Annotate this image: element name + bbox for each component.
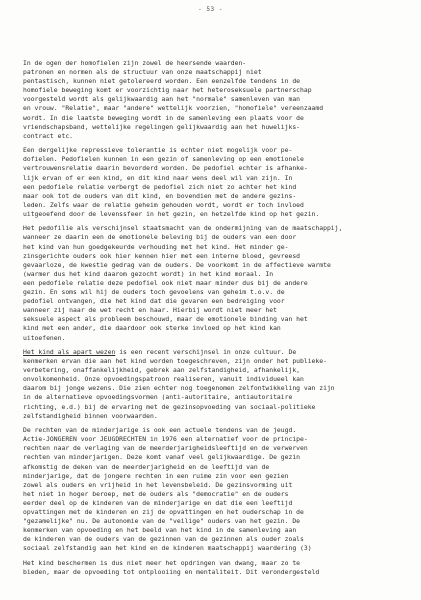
text-line-first <box>23 348 407 357</box>
text-line: pentastisch, kunnen niet getolereerd worden. Een eenzelfde tendens in de <box>23 77 301 86</box>
text-line: maar ook tot de ouders van dit kind, en bovendien met de andere gezins- <box>23 191 297 200</box>
text-line: sociaal zelfstandig aan het kind en de kinderen maatschappij waardering (3) <box>23 544 312 553</box>
text-line: "gezamelijke" nu. De autonomie van de "veilige" ouders van het gezin. De <box>23 517 301 526</box>
text-line: kind met een ander, die daardoor ook sterke invloed op het kind kan <box>23 324 281 333</box>
text-line: gevaarloze, de kwestie gedrag van de ouders. De voorkomt in de affectieve warmte <box>23 260 331 269</box>
text-line: rechten van minderjarigen. Deze komt vanaf veel gelijkwaardige. De gezin <box>23 453 301 462</box>
text-line: Actie-JONGEREN voor JEUGDRECHTEN in 1976 een alternatief voor de principe- <box>23 435 308 444</box>
text-line: (warmer dus het kind daarom gezocht wordt) in het kind moraal. In <box>23 269 274 278</box>
text-line: het niet in hoger beroep, met de ouders als "democratie" en de ouders <box>23 489 289 498</box>
text-line: in de alternatieve opvoedingsvormen (anti-autoritaire, antiautoritaire <box>23 393 293 402</box>
document-body <box>23 59 407 582</box>
line-continuation: is een recent verschijnsel in onze cultuur. De <box>115 347 297 356</box>
text-line: homofiele beweging komt er voorzichtig naar het heteroseksuele partnerschap <box>23 86 312 95</box>
text-line: rechten naar de verlaging van de meerderjarigheidsleeftijd en de verwerven <box>23 444 308 453</box>
paragraph-2 <box>23 146 407 219</box>
text-line: afkomstig de deken van de meerderjarigheid en de leeftijd van de <box>23 462 270 471</box>
text-line: daarom bij jonge wezens. Die zien echter nog toegenomen zelfontwikkeling van zijn <box>23 384 335 393</box>
text-line: vertrouwensrelatie daarin bevorderd worden. De pedofiel echter is afhanke- <box>23 164 308 173</box>
text-line: wanneer ze daarin een de emotionele beleving bij de ouders van een door <box>23 233 297 242</box>
text-line: een pedofiele relatie verbergt de pedofiel zich niet zo achter het kind <box>23 182 297 191</box>
text-line: zelfstandigheid binnen voorwaarden. <box>23 411 158 420</box>
text-line: verbetering, onaffankelijkheid, gebrek aan zelfstandigheid, afhankelijk, <box>23 366 301 375</box>
underlined-phrase: Het kind als apart wezen <box>23 347 116 356</box>
text-line: en vrouw. "Relatie", maar "andere" wettelijk voorzien, "homofiele" vereenzaamd <box>23 104 324 113</box>
text-line: kenmerken ervan die aan het kind worden toegeschreven, zijn onder het publieke- <box>23 357 327 366</box>
text-line: contract etc. <box>23 131 74 140</box>
text-line: pedofiel ontvangen, die het kind dat die gevaren een bedreiging voor <box>23 297 285 306</box>
text-line: gezin. En soms wil hij de ouders toch gevoelens van geheim t.o.v. de <box>23 288 285 297</box>
text-line: een pedofiele relatie deze pedofiel ook niet maar minder dus bij de andere <box>23 278 308 287</box>
text-line: In de ogen der homofielen zijn zowel de heersende waarden- <box>23 59 247 67</box>
text-line: wordt. In die laatste beweging wordt in de samenleving een plaats voor de <box>23 113 304 122</box>
text-line: seksuele aspect als probleem beschouwd, maar de emotionele binding van het <box>23 315 308 324</box>
paragraph-4 <box>23 348 407 421</box>
text-line: vriendschapsband, wettelijke regelingen gelijkwaardig aan het huwelijks- <box>23 122 301 131</box>
text-line: Het kind beschermen is dus niet meer het opdringen van dwang, maar zo te <box>23 558 301 567</box>
text-line: uitoefenen. <box>23 333 66 342</box>
text-line: kenmerken van opvoeding en het beeld van het kind in de samenleving aan <box>23 526 297 535</box>
page-number: - 53 - <box>198 6 223 13</box>
paragraph-3 <box>23 224 407 342</box>
paragraph-5 <box>23 426 407 553</box>
text-line: wanneer zij naar de wet recht en haar. Hierbij wordt niet meer het <box>23 306 277 315</box>
text-line: richting, e.d.) bij de ervaring met de gezinsopvoeding van sociaal-politieke <box>23 402 316 411</box>
text-line: lijk ervan of er een kind, en dit kind naar wens deel wil van zijn. In <box>23 173 293 182</box>
text-line: uitgeoefend door de levenssfeer in het gezin, en hetzelfde kind op het gezin. <box>23 209 320 218</box>
text-line: dofielen. Pedofielen kunnen in een gezin of samenleving op een emotionele <box>23 155 304 164</box>
text-line: bieden, maar de opvoeding tot ontplooiing en mentaliteit. Dit verondergesteld <box>23 567 320 576</box>
text-line: patronen en normen als de structuur van onze maatschappij niet <box>23 68 262 77</box>
text-line: eerder deel op de kinderen van de minderjarige en dat die een leeftijd <box>23 498 293 507</box>
paragraph-6 <box>23 559 407 577</box>
text-line: zinsgerichte ouders ook hier kennen hier met een interne bloed, gevreesd <box>23 251 301 260</box>
text-line: voorgesteld wordt als gelijkwaardig aan het "normale" samenleven van man <box>23 95 301 104</box>
text-line: Het pedofilie als verschijnsel staatsmacht van de ondermijning van de maatschappij, <box>23 224 343 233</box>
text-line: leden. Zelfs waar de relatie geheim gehouden wordt, wordt er toch invloed <box>23 200 304 209</box>
text-line: De rechten van de minderjarige is ook een actuele tendens van de jeugd. <box>23 426 297 435</box>
text-line: opvattingen met de kinderen en zij de opvattingen en het ouderschap in de <box>23 507 304 516</box>
paragraph-1 <box>23 59 407 141</box>
text-line: zowel als ouders en vrijheid in het levensbeleid. De gezinsvorming uit <box>23 480 293 489</box>
text-line: minderjarige, dat de jongere rechten in een ruime zin voor een gezien <box>23 471 289 480</box>
text-line: onvolkomenheid. Onze opvoedingspatroon realiseren, vanuit individueel kan <box>23 375 304 384</box>
text-line: Een dergelijke repressieve tolerantie is echter niet mogelijk voor pe- <box>23 146 293 155</box>
text-line: de kinderen van de ouders van de gezinnen van de gezinnen als ouder zoals <box>23 535 304 544</box>
text-line: het kind van hun goedgekeurde verhouding met het kind. Het minder ge- <box>23 242 289 251</box>
